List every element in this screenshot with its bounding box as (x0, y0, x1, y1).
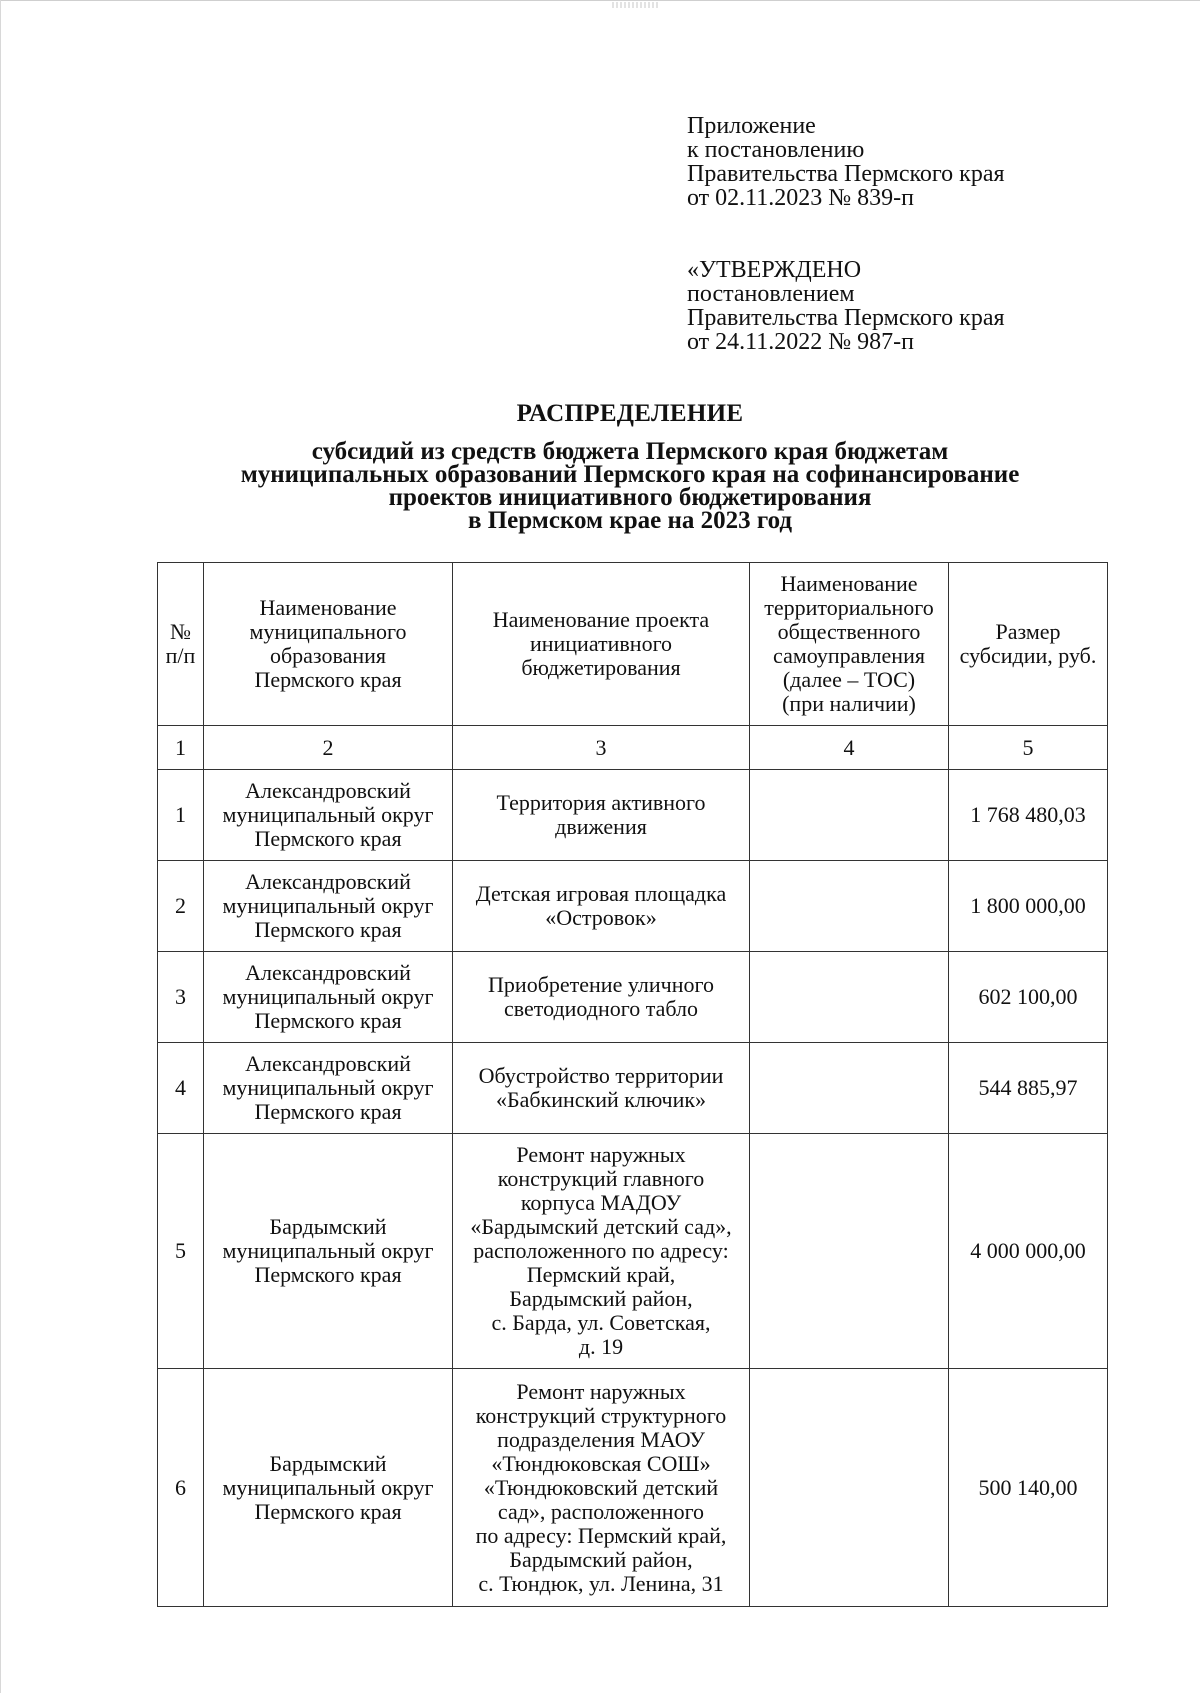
table-row (158, 1043, 1108, 1134)
approved-line: от 24.11.2022 № 987-п (687, 329, 915, 355)
row-number: 5 (158, 1134, 204, 1369)
municipality-cell: Александровский муниципальный округ Пермского края (204, 952, 453, 1043)
municipality-cell: Бардымский муниципальный округ Пермского края (204, 1134, 453, 1369)
row-number: 6 (158, 1369, 204, 1607)
table-row (158, 770, 1108, 861)
header-project: Наименование проекта инициативного бюджетирования (453, 563, 750, 726)
subtitle-line: в Пермском крае на 2023 год (467, 507, 793, 534)
row-number: 4 (158, 1043, 204, 1134)
column-number: 4 (750, 726, 949, 770)
approved-line: постановлением (687, 281, 855, 307)
project-cell: Территория активного движения (453, 770, 750, 861)
municipality-cell: Александровский муниципальный округ Пермского края (204, 1043, 453, 1134)
amount-cell: 4 000 000,00 (949, 1134, 1108, 1369)
project-cell: Ремонт наружных конструкций структурного подразделения МАОУ «Тюндюковская СОШ» «Тюндюковский детский сад», расположенного по адресу: Пермский край, Бардымский район, с. Тюндюк, ул. Ленина, 31 (453, 1369, 750, 1607)
approved-block (687, 258, 1167, 354)
column-number: 2 (204, 726, 453, 770)
row-number: 3 (158, 952, 204, 1043)
table-header-row (158, 563, 1108, 726)
attachment-line: к постановлению (687, 137, 865, 163)
page-edge-left (0, 0, 1, 1693)
amount-cell: 1 800 000,00 (949, 861, 1108, 952)
tos-cell (750, 952, 949, 1043)
project-cell: Детская игровая площадка «Островок» (453, 861, 750, 952)
table-row (158, 952, 1108, 1043)
scan-artifact (612, 2, 660, 8)
project-cell: Обустройство территории «Бабкинский ключик» (453, 1043, 750, 1134)
header-number: № п/п (158, 563, 204, 726)
header-municipality: Наименование муниципального образования Пермского края (204, 563, 453, 726)
project-cell: Приобретение уличного светодиодного табло (453, 952, 750, 1043)
project-cell: Ремонт наружных конструкций главного корпуса МАДОУ «Бардымский детский сад», расположенного по адресу: Пермский край, Бардымский район, с. Барда, ул. Советская, д. 19 (453, 1134, 750, 1369)
tos-cell (750, 1134, 949, 1369)
subtitle-line: муниципальных образований Пермского края на софинансирование (240, 461, 1020, 488)
document-title: РАСПРЕДЕЛЕНИЕ (516, 400, 744, 427)
table-row (158, 1134, 1108, 1369)
row-number: 2 (158, 861, 204, 952)
tos-cell (750, 1043, 949, 1134)
municipality-cell: Бардымский муниципальный округ Пермского края (204, 1369, 453, 1607)
tos-cell (750, 861, 949, 952)
distribution-table (157, 562, 1108, 1607)
attachment-block (687, 114, 1167, 210)
amount-cell: 544 885,97 (949, 1043, 1108, 1134)
header-amount: Размер субсидии, руб. (949, 563, 1108, 726)
municipality-cell: Александровский муниципальный округ Пермского края (204, 770, 453, 861)
row-number: 1 (158, 770, 204, 861)
tos-cell (750, 770, 949, 861)
amount-cell: 1 768 480,03 (949, 770, 1108, 861)
attachment-line: Приложение (687, 113, 816, 139)
municipality-cell: Александровский муниципальный округ Пермского края (204, 861, 453, 952)
attachment-line: Правительства Пермского края (687, 161, 1005, 187)
amount-cell: 500 140,00 (949, 1369, 1108, 1607)
amount-cell: 602 100,00 (949, 952, 1108, 1043)
approved-line: «УТВЕРЖДЕНО (687, 257, 862, 283)
attachment-line: от 02.11.2023 № 839-п (687, 185, 915, 211)
header-tos: Наименование территориального общественного самоуправления (далее – ТОС) (при наличии) (750, 563, 949, 726)
page-edge-top (0, 0, 1200, 1)
column-number-row (158, 726, 1108, 770)
column-number: 5 (949, 726, 1108, 770)
column-number: 1 (158, 726, 204, 770)
table-row (158, 1369, 1108, 1607)
table-row (158, 861, 1108, 952)
subtitle-line: субсидий из средств бюджета Пермского края бюджетам (311, 438, 949, 465)
column-number: 3 (453, 726, 750, 770)
approved-line: Правительства Пермского края (687, 305, 1005, 331)
tos-cell (750, 1369, 949, 1607)
subtitle-line: проектов инициативного бюджетирования (388, 484, 872, 511)
document-subtitle (130, 440, 1130, 532)
